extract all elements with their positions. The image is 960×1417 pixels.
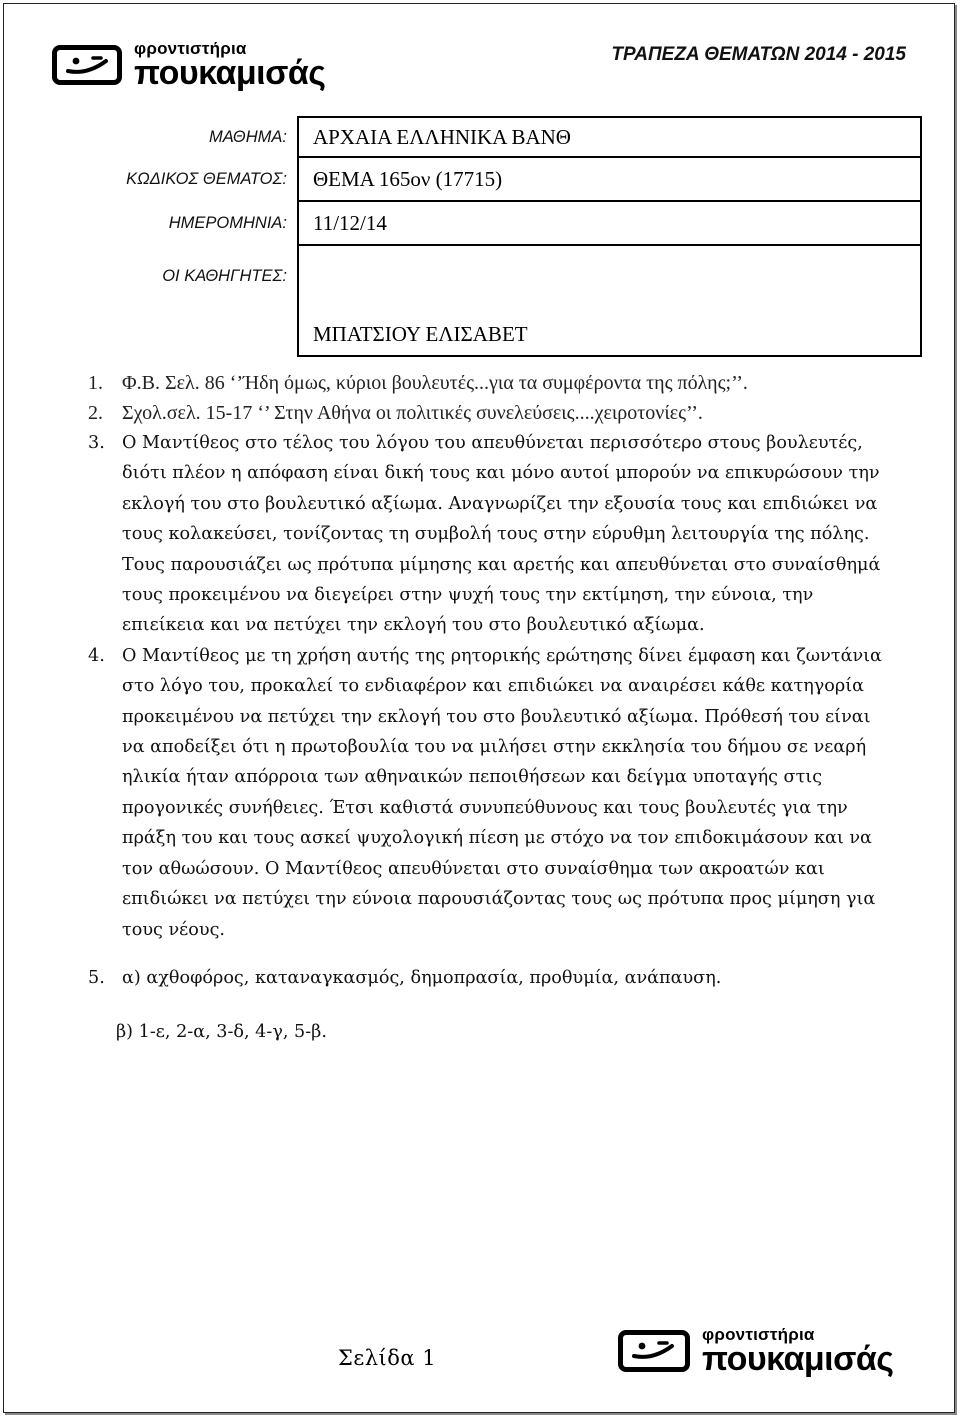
answer-5-text: α) αχθοφόρος, καταναγκασμός, δημοπρασία, προθυμία, ανάπαυση. [122, 967, 722, 988]
footer-logo [618, 1326, 893, 1376]
info-table [47, 116, 922, 357]
subject-value: ΑΡΧΑΙΑ ΕΛΛΗΝΙΚΑ ΒΑΝΘ [298, 117, 921, 157]
teachers-label: ΟΙ ΚΑΘΗΓΗΤΕΣ: [162, 267, 287, 285]
logo-small-text: φροντιστήρια [134, 39, 247, 58]
answer-5-part-b: β) 1-ε, 2-α, 3-δ, 4-γ, 5-β. [116, 1021, 327, 1042]
answer-1-number: 1. [88, 372, 103, 394]
answer-3 [88, 428, 888, 641]
answer-1-text: Φ.Β. Σελ. 86 ‘’Ήδη όμως, κύριοι βουλευτές...για τα συμφέροντα της πόλης;’’. [122, 372, 748, 394]
logo-small-text: φροντιστήρια [702, 1325, 815, 1344]
date-value: 11/12/14 [298, 201, 921, 245]
answer-5-number: 5. [88, 967, 105, 988]
logo-big-text: πουκαμισάς [702, 1340, 894, 1378]
answer-2 [88, 398, 888, 428]
header-logo [52, 40, 325, 90]
answer-2-number: 2. [88, 402, 103, 424]
answer-3-text: Ο Μαντίθεος στο τέλος του λόγου του απευθύνεται περισσότερο στους βουλευτές, διότι πλέον η απόφαση είναι δική τους και μόνο αυτοί μπορούν να επικυρώσουν την εκλογή του στο βουλευτικό αξίωμα. Αναγνωρίζει την εξουσία τους και επιδιώκει να τους κολακεύσει, τονίζοντας τη συμβολή τους στην εύρυθμη λειτουργία της πόλης. Τους παρουσιάζει ως πρότυπα μίμησης και αρετής και απευθύνεται στο συναίσθημά τους προκειμένου να διεγείρει στην ψυχή τους την εκτίμηση, την εύνοια, την επιείκεια και να πετύχει την εκλογή του στο βουλευτικό αξίωμα. [122, 433, 881, 636]
code-value: ΘΕΜΑ 165ον (17715) [298, 157, 921, 201]
code-label: ΚΩΔΙΚΟΣ ΘΕΜΑΤΟΣ: [126, 169, 287, 188]
answer-3-number: 3. [88, 433, 105, 453]
smiley-logo-icon [52, 45, 122, 85]
answer-2-text: Σχολ.σελ. 15-17 ‘’ Στην Αθήνα οι πολιτικές συνελεύσεις....χειροτονίες’’. [122, 402, 703, 424]
page-number: Σελίδα 1 [338, 1346, 437, 1370]
answer-4-text: Ο Μαντίθεος με τη χρήση αυτής της ρητορικής ερώτησης δίνει έμφαση και ζωντάνια στο λόγο του, προκαλεί το ενδιαφέρον και επιδιώκει να αναιρέσει κάθε κατηγορία προκειμένου να πετύχει την εκλογή του στο βουλευτικό αξίωμα. Πρόθεσή του είναι να αποδείξει ότι η πρωτοβουλία του να μιλήσει στην εκκλησία του δήμου σε νεαρή ηλικία ήταν απόρροια των αθηναικών πεποιθήσεων και δείγμα υποταγής στις προγονικές συνήθειες. Έτσι καθιστά συνυπεύθυνους και τους βουλευτές για την πράξη του και τους ασκεί ψυχολογική πίεση με στόχο να τον επιδοκιμάσουν και να τον αθωώσουν. Ο Μαντίθεος απευθύνεται στο συναίσθημα των ακροατών και επιδιώκει να πετύχει την εύνοια παρουσιάζοντας τους ως πρότυπα προς μίμηση για τους νέους. [122, 645, 882, 940]
subject-label: ΜΑΘΗΜΑ: [209, 127, 287, 146]
date-label: ΗΜΕΡΟΜΗΝΙΑ: [168, 213, 287, 232]
answer-1 [88, 368, 888, 398]
answer-4 [88, 641, 888, 945]
answers-list [88, 368, 888, 1047]
answer-5 [88, 963, 888, 993]
teachers-value: ΜΠΑΤΣΙΟΥ ΕΛΙΣΑΒΕΤ [298, 245, 921, 356]
logo-big-text: πουκαμισάς [134, 54, 326, 92]
bank-title: ΤΡΑΠΕΖΑ ΘΕΜΑΤΩΝ 2014 - 2015 [611, 44, 906, 65]
answer-4-number: 4. [88, 645, 105, 666]
smiley-logo-icon [618, 1330, 690, 1372]
